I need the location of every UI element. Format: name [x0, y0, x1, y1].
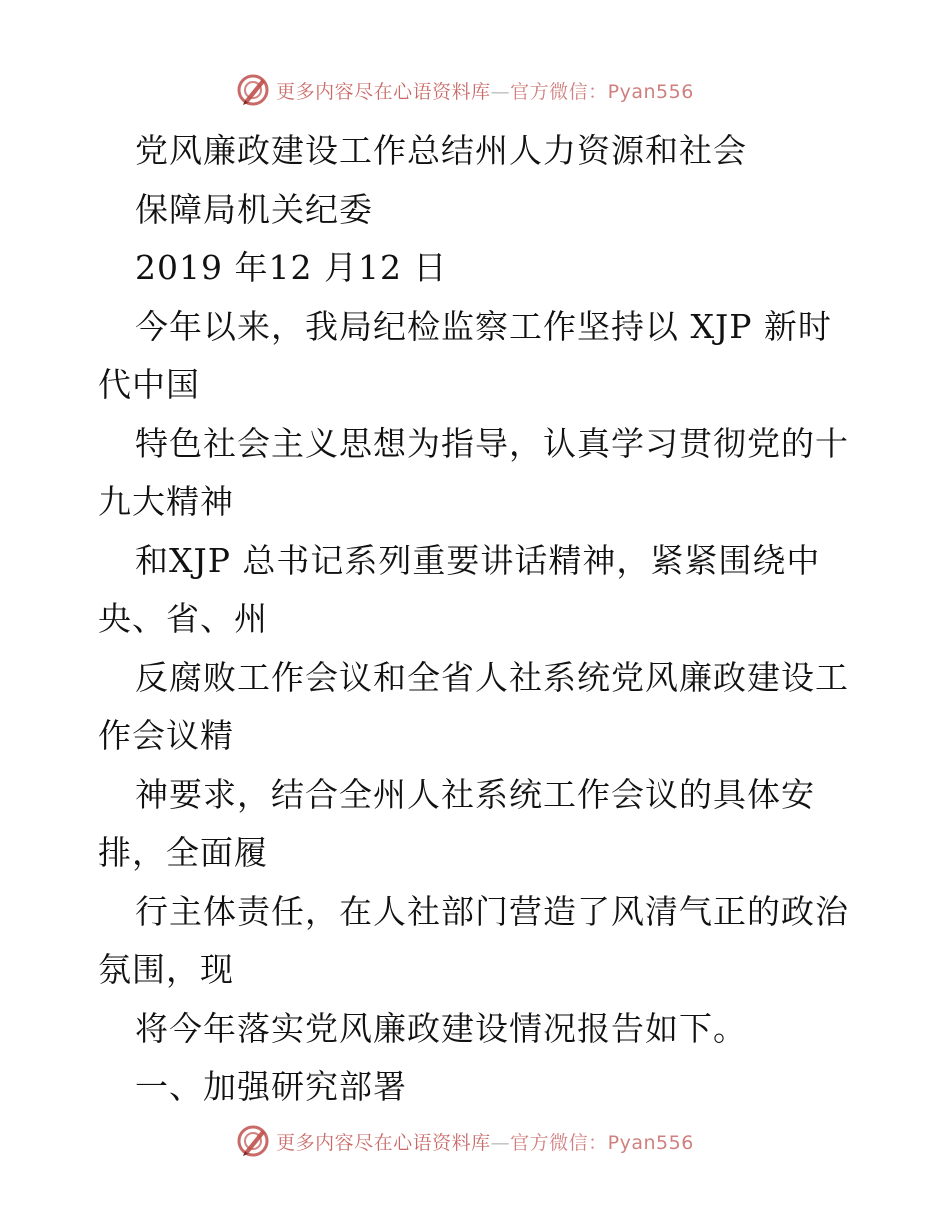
paragraph-line: 代中国	[98, 365, 200, 404]
watermark-separator: —	[490, 1131, 511, 1154]
paragraph-line: 作会议精	[98, 716, 234, 755]
paragraph-line: 排，全面履	[98, 833, 268, 872]
paragraph-line: 将今年落实党风廉政建设情况报告如下。	[135, 1008, 747, 1048]
watermark-group	[236, 1124, 694, 1158]
paragraph-line: 九大精神	[98, 482, 234, 521]
footer-watermark	[0, 1121, 950, 1161]
paragraph-line: 反腐败工作会议和全省人社系统党风廉政建设工	[135, 657, 849, 697]
red-pen-seal-icon	[236, 1124, 270, 1158]
red-pen-seal-icon	[236, 73, 270, 107]
watermark-separator: —	[490, 80, 511, 103]
paragraph-line: 和XJP 总书记系列重要讲话精神，紧紧围绕中	[135, 540, 821, 580]
watermark-main: 更多内容尽在心语资料库	[276, 1131, 491, 1154]
watermark-text	[276, 1128, 694, 1155]
paragraph-line: 党风廉政建设工作总结州人力资源和社会	[135, 131, 747, 170]
paragraph-line: 行主体责任，在人社部门营造了风清气正的政治	[135, 891, 849, 931]
watermark-main: 更多内容尽在心语资料库	[276, 80, 491, 103]
paragraph-line: 氛围，现	[98, 950, 234, 989]
paragraph-line: 央、省、州	[98, 599, 268, 638]
paragraph-line: 保障局机关纪委	[135, 189, 373, 229]
header-watermark	[0, 70, 950, 110]
paragraph-line: 2019 年12 月12 日	[135, 248, 448, 287]
paragraph-line: 一、加强研究部署	[135, 1067, 407, 1106]
watermark-wechat: 官方微信：Pyan556	[510, 80, 694, 103]
watermark-text	[276, 77, 694, 104]
watermark-wechat: 官方微信：Pyan556	[510, 1131, 694, 1154]
watermark-group	[236, 73, 694, 107]
paragraph-line: 神要求，结合全州人社系统工作会议的具体安	[135, 774, 815, 814]
paragraph-line: 特色社会主义思想为指导，认真学习贯彻党的十	[135, 423, 849, 463]
document-body	[98, 122, 858, 1117]
paragraph-line: 今年以来，我局纪检监察工作坚持以 XJP 新时	[135, 306, 832, 346]
